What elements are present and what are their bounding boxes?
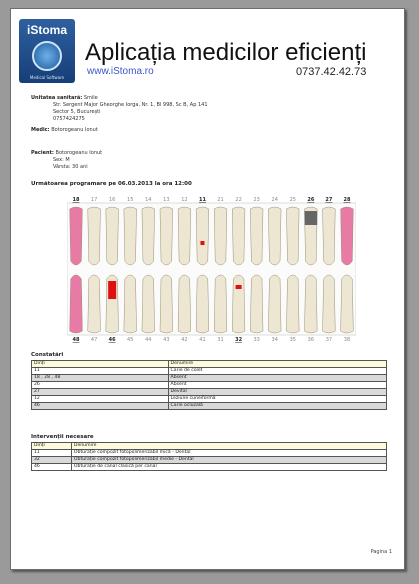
tooth-25[interactable] — [286, 207, 299, 265]
interventions-header-teeth: Dinți — [32, 443, 72, 450]
tooth-44[interactable] — [142, 275, 155, 333]
page-number: Pagina 1 — [370, 549, 392, 555]
tooth-18[interactable] — [70, 207, 83, 265]
tooth-number-11: 11 — [198, 197, 206, 203]
tooth-42[interactable] — [178, 275, 191, 333]
tooth-number-47: 47 — [90, 337, 98, 343]
istoma-logo — [19, 19, 75, 83]
tooth-24[interactable] — [268, 207, 281, 265]
tooth-36[interactable] — [305, 275, 318, 333]
tooth-number-22: 22 — [235, 197, 242, 203]
cell-teeth: 11 — [32, 450, 72, 457]
tooth-48[interactable] — [70, 275, 83, 333]
next-appointment: Următoarea programare pe 06.03.2013 la ora 12:00 — [31, 181, 192, 187]
tooth-35[interactable] — [286, 275, 299, 333]
tooth-number-18: 18 — [72, 197, 80, 203]
tooth-number-48: 48 — [72, 337, 80, 343]
table-row — [32, 389, 387, 396]
tooth-number-43: 43 — [163, 337, 170, 343]
patient-sex: Sex: M — [53, 157, 70, 163]
tooth-37[interactable] — [323, 275, 336, 333]
tooth-number-45: 45 — [127, 337, 134, 343]
tooth-22[interactable] — [232, 207, 245, 265]
table-row — [32, 382, 387, 389]
tooth-45[interactable] — [124, 275, 137, 333]
tooth-15[interactable] — [124, 207, 137, 265]
cell-name: Obturație de canal clasică per canal — [71, 464, 386, 471]
tooth-number-28: 28 — [343, 197, 351, 203]
tooth-number-32: 32 — [235, 337, 243, 343]
cell-name: Carie de colet — [168, 368, 386, 375]
logo-text: iStoma — [26, 23, 67, 37]
tooth-number-21: 21 — [217, 197, 224, 203]
cell-name: Leziune cuneiformă — [168, 396, 386, 403]
tooth-34[interactable] — [268, 275, 281, 333]
tooth-28[interactable] — [341, 207, 354, 265]
tooth-number-16: 16 — [108, 197, 116, 203]
tooth-11[interactable] — [196, 207, 209, 265]
tooth-21[interactable] — [214, 207, 227, 265]
tooth-number-31: 31 — [217, 337, 224, 343]
tooth-12[interactable] — [178, 207, 191, 265]
patient-name: Botorogeanu Ionut — [55, 150, 103, 156]
tooth-number-46: 46 — [108, 337, 116, 343]
tooth-38[interactable] — [341, 275, 354, 333]
cell-name: Obturație compozit fotopolimerizabil mică - Dental — [71, 450, 386, 457]
findings-title: Constatări — [31, 352, 64, 358]
cell-name: Absent — [168, 382, 386, 389]
findings-table — [31, 360, 387, 410]
doctor-name: Botorogeanu Ionut — [51, 127, 98, 133]
cell-teeth: 32 — [32, 457, 72, 464]
tooth-number-33: 33 — [253, 337, 260, 343]
cell-name: Carie ocluzală — [168, 403, 386, 410]
doctor-label: Medic: — [31, 127, 50, 133]
tooth-41[interactable] — [196, 275, 209, 333]
patient-block — [31, 150, 102, 171]
cell-name: Absent — [168, 375, 386, 382]
lesion-11 — [200, 241, 204, 245]
tooth-number-42: 42 — [181, 337, 188, 343]
tooth-number-24: 24 — [271, 197, 278, 203]
tooth-47[interactable] — [88, 275, 101, 333]
tooth-number-34: 34 — [271, 337, 278, 343]
findings-header-name: Denumire — [168, 361, 386, 368]
interventions-table — [31, 442, 387, 471]
tooth-number-36: 36 — [307, 337, 315, 343]
patient-label: Pacient: — [31, 150, 54, 156]
phone-number: 0737.42.42.73 — [296, 66, 367, 78]
tooth-number-38: 38 — [343, 337, 351, 343]
lesion-46 — [108, 281, 116, 299]
table-row — [32, 375, 387, 382]
tooth-number-17: 17 — [90, 197, 98, 203]
tooth-number-44: 44 — [145, 337, 152, 343]
interventions-title: Intervenții necesare — [31, 434, 94, 440]
tooth-14[interactable] — [142, 207, 155, 265]
unit-city: Sector 5, București — [53, 109, 101, 115]
tooth-13[interactable] — [160, 207, 173, 265]
unit-phone: 0757424275 — [53, 116, 85, 122]
tooth-33[interactable] — [250, 275, 263, 333]
tooth-17[interactable] — [88, 207, 101, 265]
table-row — [32, 396, 387, 403]
table-row — [32, 457, 387, 464]
unit-block — [31, 95, 208, 123]
tooth-16[interactable] — [106, 207, 119, 265]
tooth-27[interactable] — [323, 207, 336, 265]
cell-name: Obturație compozit fotopolimerizabil medie - Dental — [71, 457, 386, 464]
dental-chart-svg — [67, 195, 356, 345]
cell-teeth: 27 — [32, 389, 169, 396]
tooth-23[interactable] — [250, 207, 263, 265]
cell-teeth: 12 — [32, 396, 169, 403]
table-row — [32, 368, 387, 375]
tooth-43[interactable] — [160, 275, 173, 333]
table-row — [32, 403, 387, 410]
tooth-number-26: 26 — [307, 197, 315, 203]
tooth-number-15: 15 — [127, 197, 134, 203]
website-link[interactable]: www.iStoma.ro — [87, 66, 154, 77]
report-page — [10, 8, 405, 570]
tooth-number-25: 25 — [289, 197, 296, 203]
doctor-block — [31, 127, 98, 134]
tooth-number-37: 37 — [325, 337, 333, 343]
tooth-number-41: 41 — [199, 337, 206, 343]
patient-age: Vârsta: 30 ani — [53, 164, 88, 170]
tooth-number-27: 27 — [325, 197, 333, 203]
findings-header-teeth: Dinți — [32, 361, 169, 368]
dental-chart — [67, 195, 356, 345]
unit-address: Str. Sergent Major Gheorghe Iorga, Nr. 1, Bl 998, Sc B, Ap 141 — [53, 102, 208, 108]
cell-teeth: 26 — [32, 382, 169, 389]
cell-teeth: 11 — [32, 368, 169, 375]
interventions-header-name: Denumire — [71, 443, 386, 450]
unit-label: Unitatea sanitară: — [31, 95, 83, 101]
cell-teeth: 18 , 28 , 48 — [32, 375, 169, 382]
logo-subtitle: Medical Software — [29, 75, 65, 80]
tooth-number-14: 14 — [145, 197, 152, 203]
page-title: Aplicația medicilor eficienți — [85, 39, 367, 66]
tooth-number-35: 35 — [289, 337, 296, 343]
tooth-number-23: 23 — [253, 197, 260, 203]
table-row — [32, 464, 387, 471]
tooth-logo-icon — [32, 41, 62, 71]
cell-teeth: 46 — [32, 464, 72, 471]
tooth-number-12: 12 — [181, 197, 188, 203]
cell-teeth: 46 — [32, 403, 169, 410]
lesion-32 — [236, 285, 242, 289]
table-row — [32, 450, 387, 457]
unit-name: Smile — [83, 95, 98, 101]
cell-name: Devital — [168, 389, 386, 396]
crown-26 — [305, 211, 318, 225]
tooth-31[interactable] — [214, 275, 227, 333]
tooth-number-13: 13 — [163, 197, 170, 203]
tooth-32[interactable] — [232, 275, 245, 333]
